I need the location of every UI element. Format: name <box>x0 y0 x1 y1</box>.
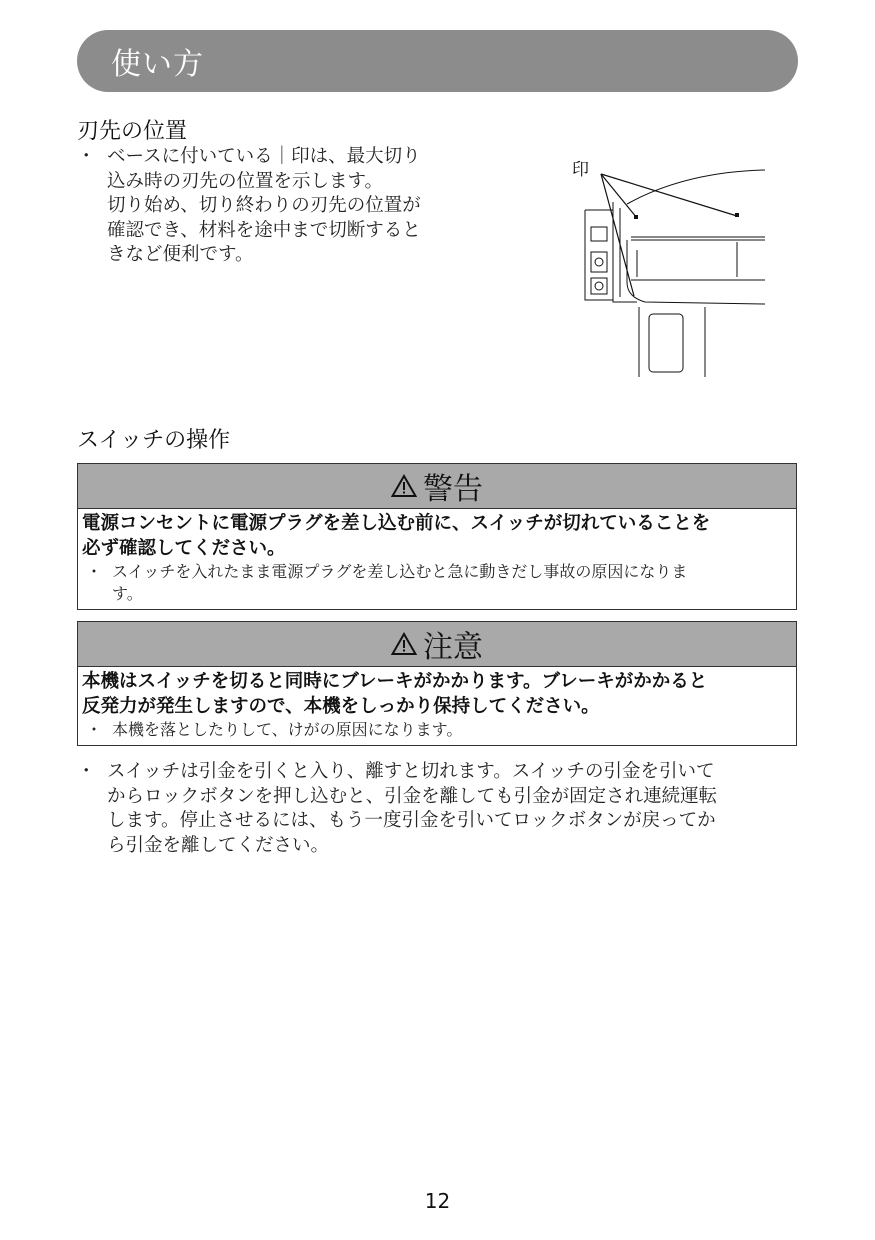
warning-heading: 警告 <box>423 472 483 507</box>
caution-box <box>77 621 797 746</box>
blade-mark-diagram <box>565 152 765 382</box>
bullet-dot: ・ <box>77 761 96 782</box>
blade-section-title: 刃先の位置 <box>77 119 188 144</box>
bullet-dot: ・ <box>77 146 96 167</box>
warning-triangle-icon <box>391 474 417 498</box>
mark-label: 印 <box>572 160 589 180</box>
header-bar <box>77 30 798 92</box>
text-line: します。停止させるには、もう一度引金を引いてロックボタンが戻ってか <box>107 810 716 831</box>
text-line: スイッチを入れたまま電源プラグを差し込むと急に動きだし事故の原因になりま <box>112 562 688 581</box>
text-line: 本機はスイッチを切ると同時にブレーキがかかります。ブレーキがかかると <box>82 671 708 692</box>
text-line: 確認でき、材料を途中まで切断すると <box>107 219 421 241</box>
text-line: ら引金を離してください。 <box>107 834 330 856</box>
caution-note <box>82 719 790 741</box>
warning-note <box>82 561 790 605</box>
text-line: スイッチは引金を引くと入り、離すと切れます。スイッチの引金を引いて <box>107 761 715 782</box>
switch-description <box>77 760 802 858</box>
list-item <box>77 145 497 268</box>
text-line: からロックボタンを押し込むと、引金を離しても引金が固定され連続運転 <box>107 785 718 807</box>
warning-text <box>82 511 790 561</box>
caution-triangle-icon <box>391 632 417 656</box>
page-number: 12 <box>424 1189 451 1213</box>
warning-header <box>78 464 796 509</box>
warning-body <box>78 509 796 607</box>
text-line: す。 <box>112 584 143 603</box>
saw-body <box>585 170 765 377</box>
bullet-dot: ・ <box>86 720 103 739</box>
text-line: 必ず確認してください。 <box>82 538 286 559</box>
text-line: ベースに付いている｜印は、最大切り <box>107 146 421 167</box>
pointer-lines <box>601 174 737 296</box>
text-line: 電源コンセントに電源プラグを差し込む前に、スイッチが切れていることを <box>82 513 711 534</box>
caution-header <box>78 622 796 667</box>
blade-description <box>77 145 497 268</box>
bullet-dot: ・ <box>86 562 103 581</box>
caution-heading: 注意 <box>423 630 483 665</box>
warning-box <box>77 463 797 610</box>
caution-body <box>78 667 796 743</box>
text-line: 反発力が発生しますので、本機をしっかり保持してください。 <box>82 696 600 717</box>
text-line: 本機を落としたりして、けがの原因になります。 <box>112 720 463 739</box>
caution-text <box>82 669 790 719</box>
list-item <box>77 760 802 858</box>
text-line: 切り始め、切り終わりの刃先の位置が <box>107 195 421 216</box>
page-title: 使い方 <box>111 47 204 82</box>
text-line: きなど便利です。 <box>107 244 254 265</box>
text-line: 込み時の刃先の位置を示します。 <box>107 170 384 192</box>
switch-section-title: スイッチの操作 <box>77 428 231 453</box>
